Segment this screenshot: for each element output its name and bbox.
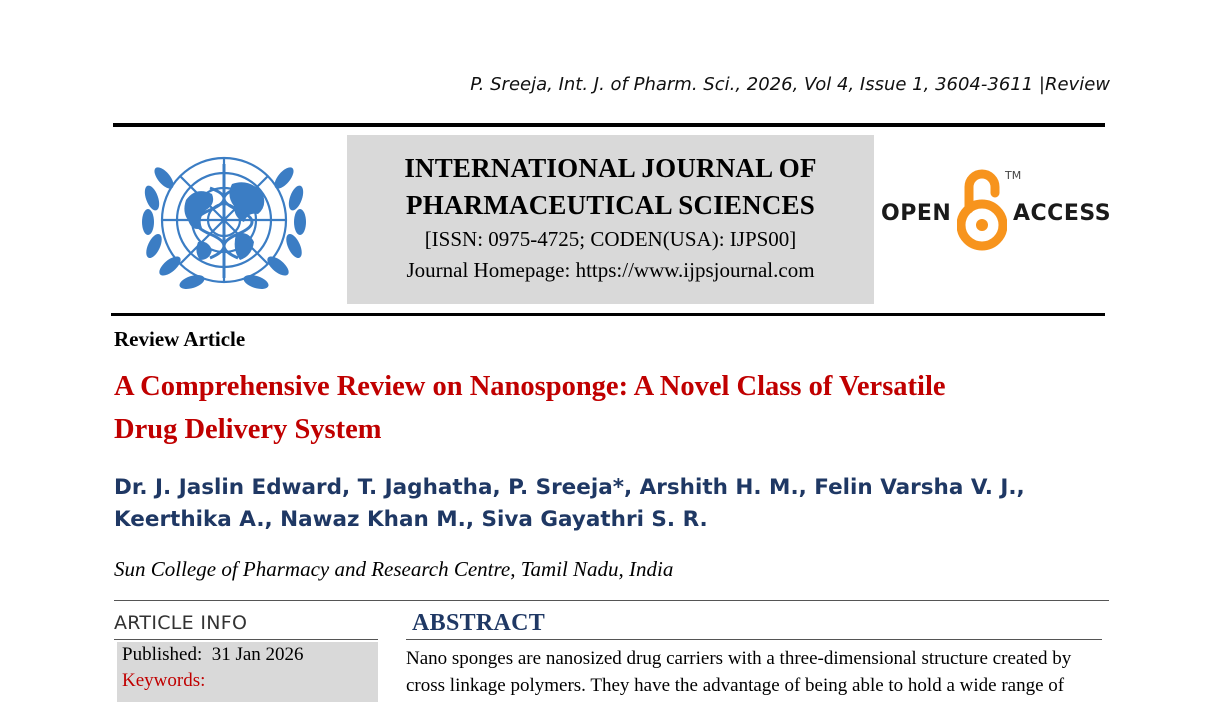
author-list-line-1: Dr. J. Jaslin Edward, T. Jaghatha, P. Sreeja*, Arshith H. M., Felin Varsha V. J., <box>114 475 1025 500</box>
keywords-label: Keywords: <box>122 670 206 691</box>
abstract-rule <box>406 639 1102 640</box>
article-title-line-1: A Comprehensive Review on Nanosponge: A Novel Class of Versatile <box>114 371 946 402</box>
header-top-rule <box>113 123 1105 127</box>
abstract-text <box>406 645 1106 699</box>
open-access-lock-icon <box>957 165 1007 253</box>
published-date: 31 Jan 2026 <box>211 644 304 665</box>
article-info-heading: ARTICLE INFO <box>114 612 248 634</box>
citation-line: P. Sreeja, Int. J. of Pharm. Sci., 2026, Vol 4, Issue 1, 3604-3611 |Review <box>470 74 1110 95</box>
open-access-access-word: ACCESS <box>1013 201 1112 226</box>
open-access-logo <box>879 165 1112 255</box>
author-list-line-2: Keerthika A., Nawaz Khan M., Siva Gayathri S. R. <box>114 507 708 532</box>
abstract-line-2: cross linkage polymers. They have the advantage of being able to hold a wide range of <box>406 675 1065 696</box>
section-divider <box>114 600 1109 601</box>
article-title <box>114 365 1094 451</box>
journal-issn: [ISSN: 0975-4725; CODEN(USA): IJPS00] <box>424 227 797 251</box>
abstract-heading: ABSTRACT <box>412 610 546 636</box>
abstract-line-1: Nano sponges are nanosized drug carriers with a three-dimensional structure created by <box>406 648 1072 669</box>
journal-title-line-1: INTERNATIONAL JOURNAL OF <box>404 153 817 183</box>
article-info-box <box>117 642 378 702</box>
article-type: Review Article <box>114 327 246 351</box>
open-access-open-word: OPEN <box>881 201 952 226</box>
affiliation: Sun College of Pharmacy and Research Centre, Tamil Nadu, India <box>114 557 674 581</box>
article-info-rule <box>114 639 378 640</box>
published-row <box>122 644 304 666</box>
article-title-line-2: Drug Delivery System <box>114 414 382 445</box>
published-label: Published: <box>122 644 203 665</box>
journal-masthead <box>347 135 874 304</box>
journal-title-line-2: PHARMACEUTICAL SCIENCES <box>406 190 815 220</box>
journal-title <box>347 150 874 224</box>
open-access-trademark: TM <box>1005 169 1022 182</box>
journal-homepage: Journal Homepage: https://www.ijpsjournal.com <box>406 258 815 282</box>
journal-emblem-icon <box>124 138 324 306</box>
header-bottom-rule <box>111 313 1105 316</box>
author-list <box>114 472 1104 536</box>
